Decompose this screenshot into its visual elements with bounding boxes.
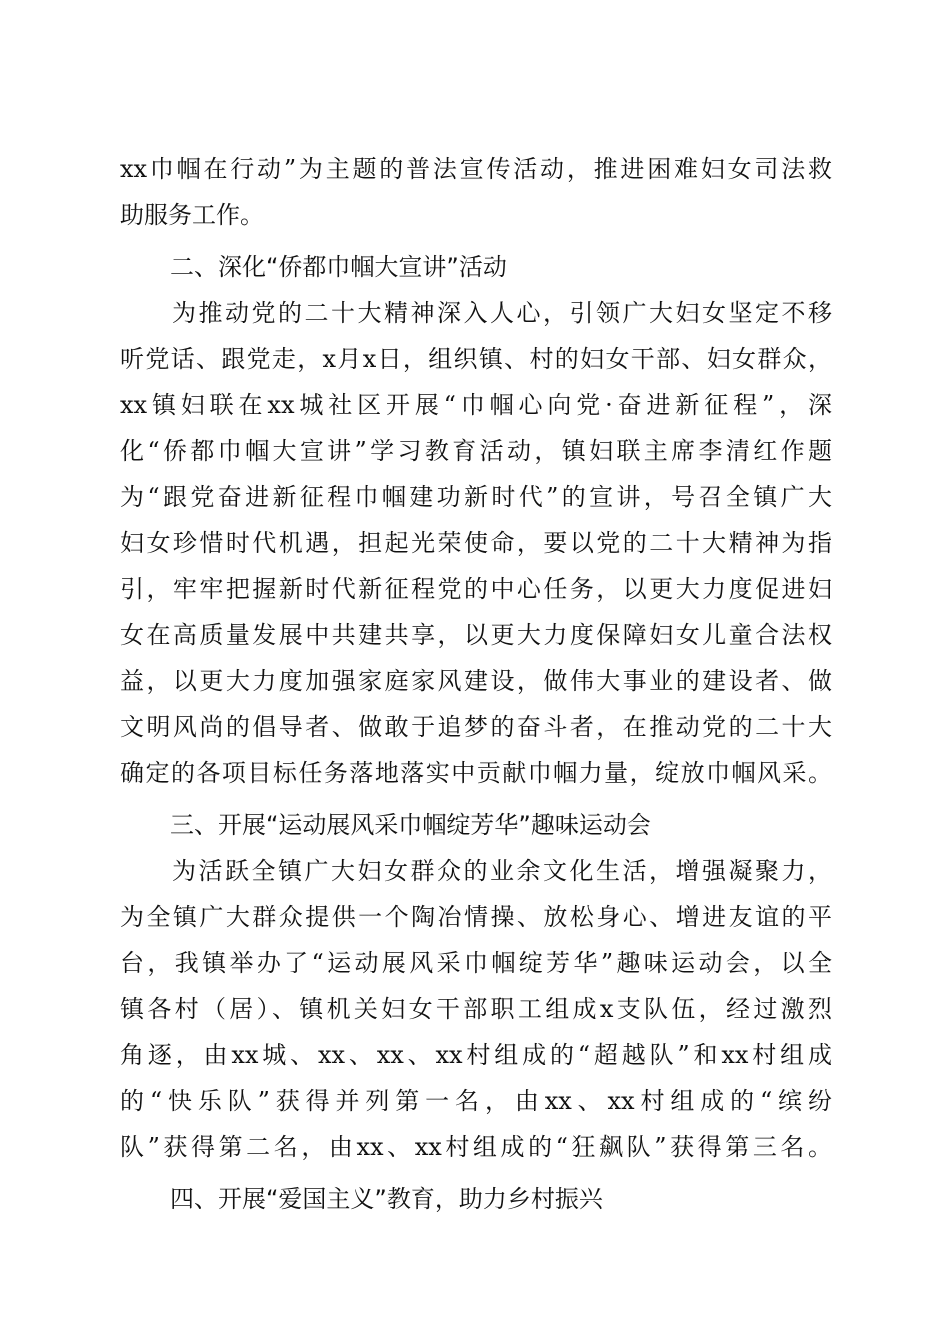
text-line: 女在高质量发展中共建共享，以更大力度保障妇女儿童合法权 [120,621,832,649]
section-4-heading: 四、开展“爱国主义”教育，助力乡村振兴 [170,1185,603,1213]
text-line: 益，以更大力度加强家庭家风建设，做伟大事业的建设者、做 [120,667,832,695]
text-line: 文明风尚的倡导者、做敢于追梦的奋斗者，在推动党的二十大 [120,713,832,741]
text-line: 队”获得第二名，由xx、xx村组成的“狂飙队”获得第三名。 [120,1133,832,1161]
text-line: 化“侨都巾帼大宣讲”学习教育活动，镇妇联主席李清红作题 [120,437,832,465]
intro-paragraph [120,146,832,238]
text-line: xx巾帼在行动”为主题的普法宣传活动，推进困难妇女司法救 [120,155,832,183]
text-line: 镇各村（居）、镇机关妇女干部职工组成x支队伍，经过激烈 [120,995,832,1023]
section-2-heading: 二、深化“侨都巾帼大宣讲”活动 [170,253,507,281]
text-line: 为“跟党奋进新征程巾帼建功新时代”的宣讲，号召全镇广大 [120,483,832,511]
text-line: 台，我镇举办了“运动展风采巾帼绽芳华”趣味运动会，以全 [120,949,832,977]
text-line: 的“快乐队”获得并列第一名，由xx、xx村组成的“缤纷 [120,1087,832,1115]
text-line: 助服务工作。 [120,201,264,229]
text-line: 确定的各项目标任务落地落实中贡献巾帼力量，绽放巾帼风采。 [120,759,832,787]
text-line: 角逐，由xx城、xx、xx、xx村组成的“超越队”和xx村组成 [120,1041,832,1069]
text-line: 引，牢牢把握新时代新征程党的中心任务，以更大力度促进妇 [120,575,832,603]
text-line: 听党话、跟党走，x月x日，组织镇、村的妇女干部、妇女群众， [120,345,832,373]
text-line: 为全镇广大群众提供一个陶冶情操、放松身心、增进友谊的平 [120,903,832,931]
section-3-heading: 三、开展“运动展风采巾帼绽芳华”趣味运动会 [170,811,651,839]
text-line: 为活跃全镇广大妇女群众的业余文化生活，增强凝聚力， [172,857,832,885]
text-line: 妇女珍惜时代机遇，担起光荣使命，要以党的二十大精神为指 [120,529,832,557]
text-line: xx镇妇联在xx城社区开展“巾帼心向党·奋进新征程”，深 [120,391,832,419]
section-2-paragraph [120,290,832,796]
document-body [120,146,832,1222]
text-line: 为推动党的二十大精神深入人心，引领广大妇女坚定不移 [172,299,832,327]
section-3-paragraph [120,848,832,1170]
